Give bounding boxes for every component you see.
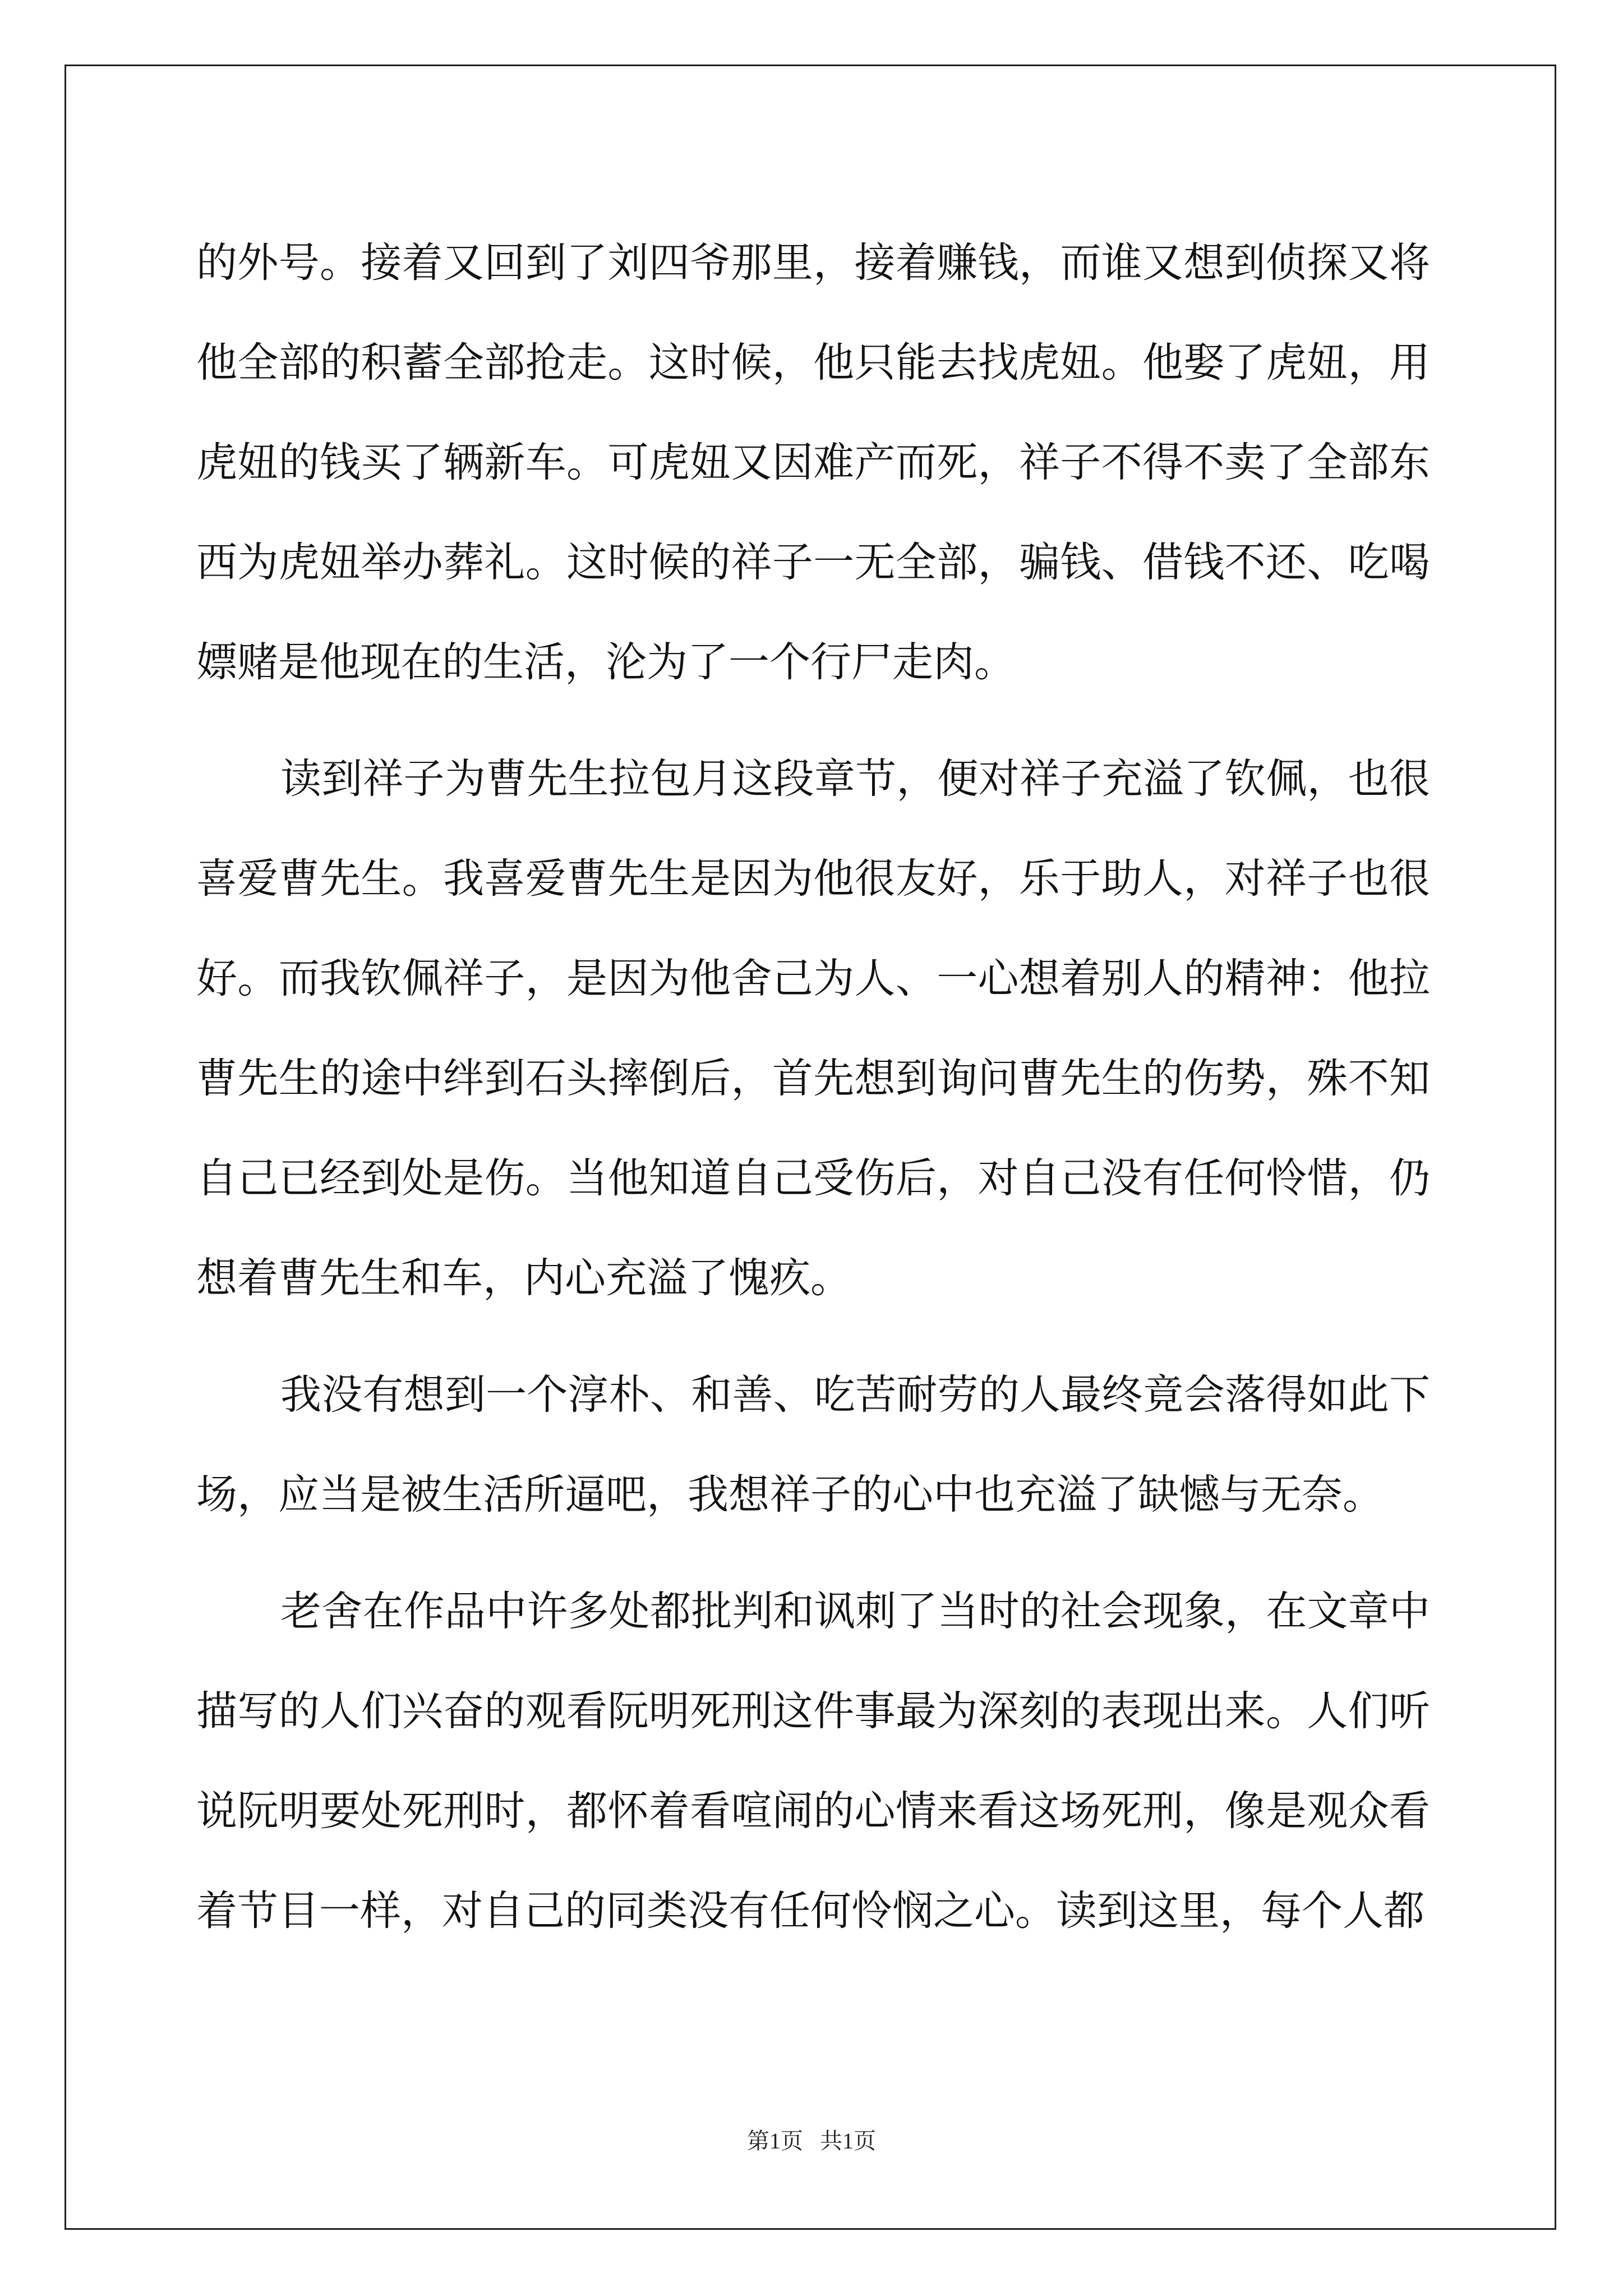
document-body xyxy=(196,213,1430,1961)
paragraph-gap xyxy=(196,712,1430,729)
text-line: 西为虎妞举办葬礼。这时候的祥子一无全部，骗钱、借钱不还、吃喝 xyxy=(196,539,1430,586)
text-line: 着节目一样，对自己的同类没有任何怜悯之心。读到这里，每个人都 xyxy=(196,1887,1424,1935)
paragraph xyxy=(196,1345,1430,1545)
paragraph xyxy=(196,1562,1430,1961)
text-line: 想着曹先生和车，内心充溢了愧疚。 xyxy=(196,1254,851,1302)
page-number: 第1页 xyxy=(747,2128,803,2154)
text-line: 说阮明要处死刑时，都怀着看喧闹的心情来看这场死刑，像是观众看 xyxy=(196,1787,1430,1835)
page-footer xyxy=(0,2123,1623,2155)
text-line: 喜爱曹先生。我喜爱曹先生是因为他很友好，乐于助人，对祥子也很 xyxy=(196,855,1430,903)
text-line: 的外号。接着又回到了刘四爷那里，接着赚钱，而谁又想到侦探又将 xyxy=(196,239,1430,287)
text-line: 虎妞的钱买了辆新车。可虎妞又因难产而死，祥子不得不卖了全部东 xyxy=(196,439,1430,486)
text-line: 好。而我钦佩祥子，是因为他舍己为人、一心想着别人的精神：他拉 xyxy=(196,955,1430,1002)
paragraph-gap xyxy=(196,1328,1430,1345)
page-total: 共1页 xyxy=(820,2128,876,2154)
text-line: 场，应当是被生活所逼吧，我想祥子的心中也充溢了缺憾与无奈。 xyxy=(196,1471,1384,1519)
text-line: 老舍在作品中许多处都批判和讽刺了当时的社会现象，在文章中 xyxy=(280,1588,1430,1635)
text-line: 我没有想到一个淳朴、和善、吃苦耐劳的人最终竟会落得如此下 xyxy=(280,1371,1430,1419)
paragraph xyxy=(196,213,1430,712)
text-line: 嫖赌是他现在的生活，沦为了一个行尸走肉。 xyxy=(196,638,1015,686)
text-line: 自己已经到处是伤。当他知道自己受伤后，对自己没有任何怜惜，仍 xyxy=(196,1154,1430,1202)
text-line: 描写的人们兴奋的观看阮明死刑这件事最为深刻的表现出来。人们听 xyxy=(196,1687,1430,1735)
paragraph xyxy=(196,729,1430,1328)
text-line: 他全部的积蓄全部抢走。这时候，他只能去找虎妞。他娶了虎妞，用 xyxy=(196,339,1430,386)
text-line: 曹先生的途中绊到石头摔倒后，首先想到询问曹先生的伤势，殊不知 xyxy=(196,1055,1430,1102)
text-line: 读到祥子为曹先生拉包月这段章节，便对祥子充溢了钦佩，也很 xyxy=(280,755,1430,803)
paragraph-gap xyxy=(196,1545,1430,1562)
